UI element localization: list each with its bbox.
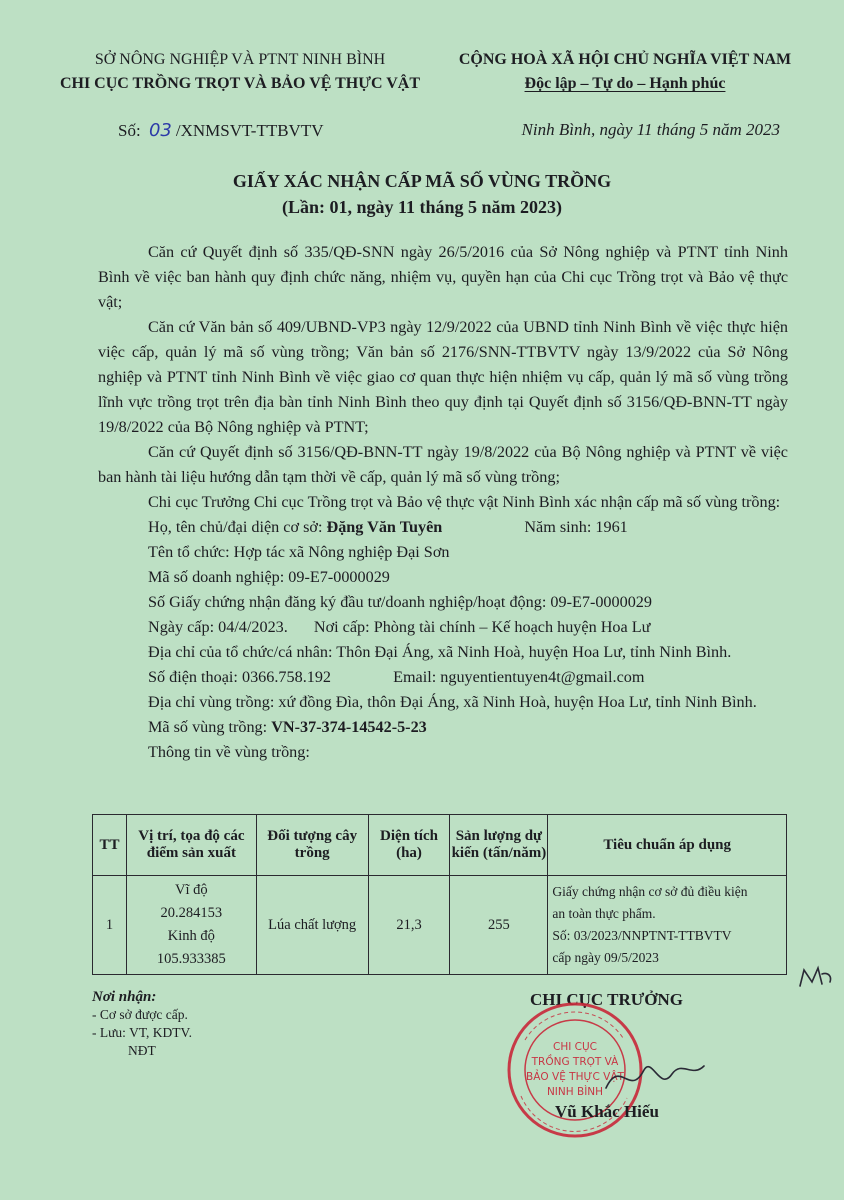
title-issue: (Lần: 01, ngày 11 tháng 5 năm 2023) [281,197,563,217]
area-address-value: xứ đồng Đìa, thôn Đại Áng, xã Ninh Hoà, huyện Hoa Lư, tỉnh Ninh Bình. [278,693,757,711]
cell-crop: Lúa chất lượng [256,876,368,975]
biz-code-label: Mã số doanh nghiệp: [148,568,285,586]
recipients-heading: Nơi nhận: [92,989,157,1005]
recipient-item: - Lưu: VT, KDTV. [92,1025,192,1040]
stamp-line-4: NINH BÌNH [546,1086,604,1098]
issue-date-value: 04/4/2023. [218,618,288,636]
cert-value: 09-E7-0000029 [550,593,652,611]
cell-area: 21,3 [368,876,450,975]
issue-place-value: Phòng tài chính – Kế hoạch huyện Hoa Lư [373,618,651,636]
cell-tt: 1 [93,876,127,975]
area-code-row [98,715,788,740]
birth-label: Năm sinh: [524,518,592,536]
area-address-label: Địa chỉ vùng trồng: [148,693,275,711]
document-number [118,120,324,141]
national-header [440,48,810,96]
std-line-4: cấp ngày 09/5/2023 [552,950,659,965]
document-title [0,168,844,220]
parent-agency: SỞ NÔNG NGHIỆP VÀ PTNT NINH BÌNH [94,51,386,68]
recipient-item: NĐT [128,1043,156,1058]
cell-location [126,876,256,975]
owner-label: Họ, tên chủ/đại diện cơ sở: [148,518,323,536]
title-main: GIẤY XÁC NHẬN CẤP MÃ SỐ VÙNG TRỒNG [232,171,612,191]
email-label: Email: [393,668,437,686]
issuing-agency-header [40,48,440,96]
biz-code-row [98,565,788,590]
col-header-location: Vị trí, tọa độ các điểm sản xuất [126,815,256,876]
growing-area-table [92,814,787,975]
owner-value: Đặng Văn Tuyên [326,518,443,536]
cert-label: Số Giấy chứng nhận đăng ký đầu tư/doanh nghiệp/hoạt động: [148,593,547,611]
doc-no-label: Số: [118,121,141,140]
signature-scribble [600,1048,710,1108]
biz-code-value: 09-E7-0000029 [288,568,390,586]
lon-value: 105.933385 [156,951,226,967]
std-line-2: an toàn thực phẩm. [552,906,656,921]
cert-row [98,590,788,615]
org-value: Hợp tác xã Nông nghiệp Đại Sơn [233,543,450,561]
std-line-1: Giấy chứng nhận cơ sở đủ điều kiện [552,884,748,899]
col-header-standard: Tiêu chuẩn áp dụng [548,815,787,876]
owner-row [98,515,788,540]
doc-no-value: 03 [148,120,172,141]
cell-standard [548,876,787,975]
table-header-row [93,815,787,876]
col-header-yield: Sản lượng dự kiến (tấn/năm) [450,815,548,876]
place-date: Ninh Bình, ngày 11 tháng 5 năm 2023 [521,120,780,139]
std-line-3: Số: 03/2023/NNPTNT-TTBVTV [552,928,732,943]
doc-no-suffix: /XNMSVT-TTBVTV [175,121,324,140]
legal-basis-1: Căn cứ Quyết định số 335/QĐ-SNN ngày 26/5/2016 của Sở Nông nghiệp và PTNT tỉnh Ninh Bình về việc ban hành quy định chức năng, nhiệm vụ, quyền hạn của Chi cục Trồng trọt và Bảo vệ thực vật; [98,243,788,311]
document-body [98,240,788,765]
area-info-label: Thông tin về vùng trồng: [148,743,310,761]
org-row [98,540,788,565]
area-code-value: VN-37-374-14542-5-23 [271,718,427,736]
col-header-crop: Đối tượng cây trồng [256,815,368,876]
area-address-row [98,690,788,715]
org-label: Tên tổ chức: [148,543,230,561]
phone-value: 0366.758.192 [241,668,332,686]
stamp-line-3: BẢO VỆ THỰC VẬT [526,1071,624,1083]
confirmation-statement: Chi cục Trưởng Chi cục Trồng trọt và Bảo vệ thực vật Ninh Bình xác nhận cấp mã số vùng trồng: [148,493,781,511]
lat-value: 20.284153 [160,905,223,921]
recipients-block [92,988,192,1060]
legal-basis-3: Căn cứ Quyết định số 3156/QĐ-BNN-TT ngày 19/8/2022 của Bộ Nông nghiệp và PTNT về việc ban hành tài liệu hướng dẫn tạm thời về cấp, quản lý mã số vùng trồng; [98,443,788,486]
lat-label: Vĩ độ [175,882,208,898]
cell-yield: 255 [450,876,548,975]
handwritten-initial-mark [796,962,836,992]
lon-label: Kinh độ [167,928,215,944]
recipient-item: - Cơ sở được cấp. [92,1007,188,1022]
nation-name: CỘNG HOÀ XÃ HỘI CHỦ NGHĨA VIỆT NAM [458,51,792,68]
contact-row [98,665,788,690]
birth-value: 1961 [595,518,628,536]
stamp-line-1: CHI CỤC [552,1041,598,1053]
phone-label: Số điện thoại: [148,668,238,686]
issue-date-label: Ngày cấp: [148,618,215,636]
issue-row [98,615,788,640]
signer-title: CHI CỤC TRƯỞNG [530,990,684,1009]
area-code-label: Mã số vùng trồng: [148,718,268,736]
signer-name: Vũ Khắc Hiếu [555,1102,659,1121]
agency-name: CHI CỤC TRỒNG TRỌT VÀ BẢO VỆ THỰC VẬT [59,75,421,92]
col-header-area: Diện tích (ha) [368,815,450,876]
stamp-line-2: TRỒNG TRỌT VÀ [531,1056,619,1068]
address-label: Địa chỉ của tổ chức/cá nhân: [148,643,333,661]
national-motto: Độc lập – Tự do – Hạnh phúc [524,75,726,92]
issue-place-label: Nơi cấp: [313,618,370,636]
table-row [93,876,787,975]
email-value: nguyentientuyen4t@gmail.com [440,668,645,686]
legal-basis-2: Căn cứ Văn bản số 409/UBND-VP3 ngày 12/9/2022 của UBND tỉnh Ninh Bình về việc thực hiện việc cấp, quản lý mã số vùng trồng; Văn bản số 2176/SNN-TTBVTV ngày 13/9/2022 của Sở Nông nghiệp và PTNT tỉnh Ninh Bình về việc giao cơ quan thực hiện nhiệm vụ cấp, quản lý mã số vùng trồng lĩnh vực trồng trọt trên địa bàn tỉnh Ninh Bình theo quy định tại Quyết định số 3156/QĐ-BNN-TT ngày 19/8/2022 của Bộ Nông nghiệp và PTNT; [98,318,788,436]
address-row [98,640,788,665]
address-value: Thôn Đại Áng, xã Ninh Hoà, huyện Hoa Lư, tỉnh Ninh Bình. [336,643,732,661]
col-header-tt: TT [93,815,127,876]
